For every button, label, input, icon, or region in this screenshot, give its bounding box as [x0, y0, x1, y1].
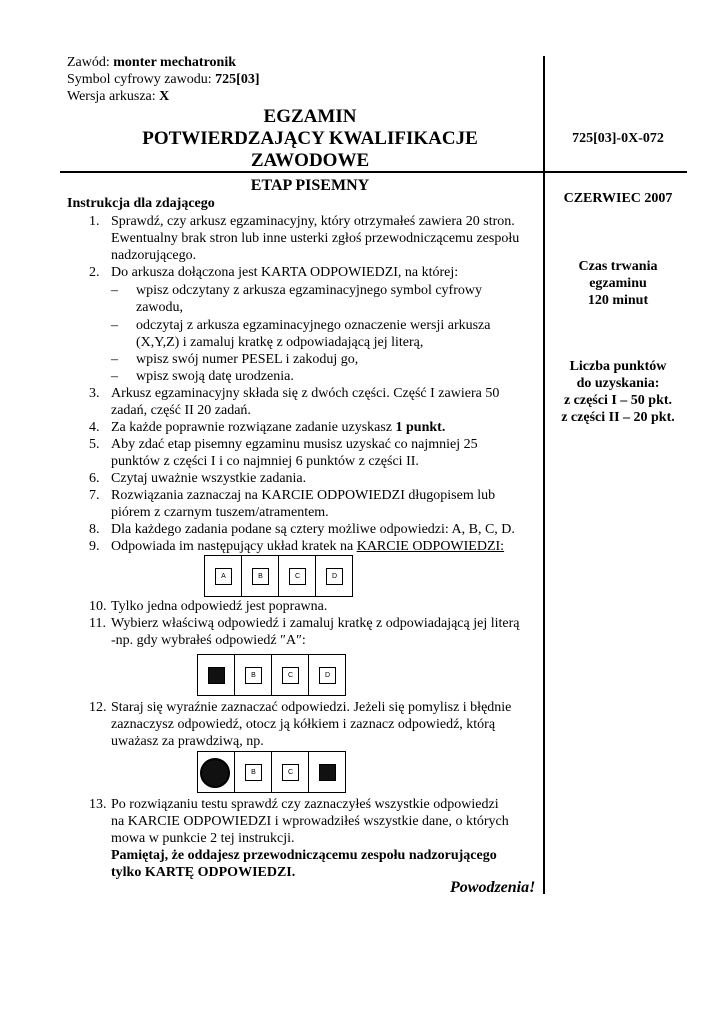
- item-2-sub: wpisz swój numer PESEL i zakoduj go,: [136, 352, 359, 367]
- item-12-text: zaznaczysz odpowiedź, otocz ją kółkiem i zaznacz odpowiedź, którą: [111, 717, 496, 732]
- answer-grid-example: [204, 555, 353, 597]
- item-9-text: Odpowiada im następujący układ kratek na KARCIE ODPOWIEDZI:: [111, 539, 505, 554]
- answer-box-a-filled: [208, 667, 225, 684]
- answer-cell: [198, 752, 235, 792]
- item-number: 5.: [89, 437, 100, 452]
- answer-cell: [242, 556, 279, 596]
- item-2-text: Do arkusza dołączona jest KARTA ODPOWIEDZI, na której:: [111, 265, 459, 280]
- exam-title-line2: POTWIERDZAJĄCY KWALIFIKACJE: [142, 128, 478, 149]
- stage-title: ETAP PISEMNY: [250, 177, 370, 194]
- answer-box-a: A: [215, 568, 232, 585]
- answer-cell: [235, 655, 272, 695]
- item-2-sub: odczytaj z arkusza egzaminacyjnego oznaczenie wersji arkusza: [136, 318, 491, 333]
- item-8-text: Dla każdego zadania podane są cztery możliwe odpowiedzi: A, B, C, D.: [111, 522, 515, 537]
- answer-box-d: D: [326, 568, 343, 585]
- duration-value: 120 minut: [587, 293, 649, 308]
- item-number: 3.: [89, 386, 100, 401]
- version-line: Wersja arkusza: X: [67, 89, 170, 104]
- answer-grid-filled-example: [197, 654, 346, 696]
- dash-bullet: –: [111, 318, 118, 333]
- answer-cell: [279, 556, 316, 596]
- points-part2: z części II – 20 pkt.: [561, 410, 675, 425]
- item-number: 7.: [89, 488, 100, 503]
- points-part1: z części I – 50 pkt.: [563, 393, 673, 408]
- item-5-text: punktów z części I i co najmniej 6 punktów z części II.: [111, 454, 419, 469]
- item-10-text: Tylko jedna odpowiedź jest poprawna.: [111, 599, 328, 614]
- item-11-text: Wybierz właściwą odpowiedź i zamaluj kratkę z odpowiadającą jej literą: [111, 616, 520, 631]
- answer-box-c: C: [282, 764, 299, 781]
- points-label-2: do uzyskania:: [576, 376, 660, 391]
- item-13-text: na KARCIE ODPOWIEDZI i wprowadziłeś wszystkie dane, o których: [111, 814, 509, 829]
- answer-box-c: C: [289, 568, 306, 585]
- exam-date: CZERWIEC 2007: [563, 191, 673, 206]
- exam-title-line3: ZAWODOWE: [250, 150, 370, 171]
- answer-box-b: B: [245, 667, 262, 684]
- item-number: 1.: [89, 214, 100, 229]
- item-number: 9.: [89, 539, 100, 554]
- reminder-bold: Pamiętaj, że oddajesz przewodniczącemu zespołu nadzorującego: [111, 848, 497, 863]
- dash-bullet: –: [111, 283, 118, 298]
- item-number: 6.: [89, 471, 100, 486]
- item-13-text: mowa w punkcie 2 tej instrukcji.: [111, 831, 295, 846]
- item-12-text: Staraj się wyraźnie zaznaczać odpowiedzi. Jeżeli się pomylisz i błędnie: [111, 700, 512, 715]
- item-5-text: Aby zdać etap pisemny egzaminu musisz uzyskać co najmniej 25: [111, 437, 478, 452]
- item-1-text: nadzorującego.: [111, 248, 197, 263]
- answer-grid-corrected-example: [197, 751, 346, 793]
- answer-cell: [205, 556, 242, 596]
- reminder-bold: tylko KARTĘ ODPOWIEDZI.: [111, 865, 296, 880]
- answer-box-a-circled: [200, 758, 230, 788]
- good-luck: Powodzenia!: [450, 879, 536, 896]
- item-number: 8.: [89, 522, 100, 537]
- answer-box-d: D: [319, 667, 336, 684]
- item-2-sub: wpisz odczytany z arkusza egzaminacyjnego symbol cyfrowy: [136, 283, 482, 298]
- exam-code: 725[03]-0X-072: [572, 131, 664, 146]
- dash-bullet: –: [111, 352, 118, 367]
- item-7-text: Rozwiązania zaznaczaj na KARCIE ODPOWIEDZI długopisem lub: [111, 488, 496, 503]
- item-11-text: -np. gdy wybrałeś odpowiedź ″A″:: [111, 633, 306, 648]
- profession-line: Zawód: monter mechatronik: [67, 55, 237, 70]
- answer-box-c: C: [282, 667, 299, 684]
- item-2-sub: (X,Y,Z) i zamaluj kratkę z odpowiadającą jej literą,: [136, 335, 424, 350]
- answer-cell: [272, 655, 309, 695]
- duration-label: Czas trwania: [578, 259, 658, 274]
- answer-box-d-filled: [319, 764, 336, 781]
- item-number: 2.: [89, 265, 100, 280]
- item-7-text: piórem z czarnym tuszem/atramentem.: [111, 505, 329, 520]
- answer-cell: [316, 556, 352, 596]
- answer-cell: [235, 752, 272, 792]
- instructions-heading: Instrukcja dla zdającego: [67, 196, 215, 211]
- dash-bullet: –: [111, 369, 118, 384]
- answer-cell: [309, 752, 345, 792]
- vertical-divider: [543, 56, 545, 894]
- item-3-text: Arkusz egzaminacyjny składa się z dwóch części. Część I zawiera 50: [111, 386, 500, 401]
- answer-cell: [198, 655, 235, 695]
- item-12-text: uważasz za prawdziwą, np.: [111, 734, 264, 749]
- answer-box-b: B: [245, 764, 262, 781]
- answer-cell: [272, 752, 309, 792]
- answer-cell: [309, 655, 345, 695]
- duration-label-2: egzaminu: [589, 276, 647, 291]
- item-number: 13.: [89, 797, 107, 812]
- item-2-sub: zawodu,: [136, 300, 184, 315]
- item-number: 11.: [89, 616, 106, 631]
- item-number: 4.: [89, 420, 100, 435]
- symbol-line: Symbol cyfrowy zawodu: 725[03]: [67, 72, 260, 87]
- item-2-sub: wpisz swoją datę urodzenia.: [136, 369, 294, 384]
- item-3-text: zadań, część II 20 zadań.: [111, 403, 251, 418]
- item-1-text: Sprawdź, czy arkusz egzaminacyjny, który otrzymałeś zawiera 20 stron.: [111, 214, 515, 229]
- item-number: 12.: [89, 700, 107, 715]
- points-label: Liczba punktów: [569, 359, 667, 374]
- item-4-text: Za każde poprawnie rozwiązane zadanie uzyskasz 1 punkt.: [111, 420, 446, 435]
- answer-box-b: B: [252, 568, 269, 585]
- item-13-text: Po rozwiązaniu testu sprawdź czy zaznaczyłeś wszystkie odpowiedzi: [111, 797, 499, 812]
- item-number: 10.: [89, 599, 107, 614]
- item-6-text: Czytaj uważnie wszystkie zadania.: [111, 471, 307, 486]
- item-1-text: Ewentualny brak stron lub inne usterki zgłoś przewodniczącemu zespołu: [111, 231, 520, 246]
- exam-title-line1: EGZAMIN: [263, 106, 357, 127]
